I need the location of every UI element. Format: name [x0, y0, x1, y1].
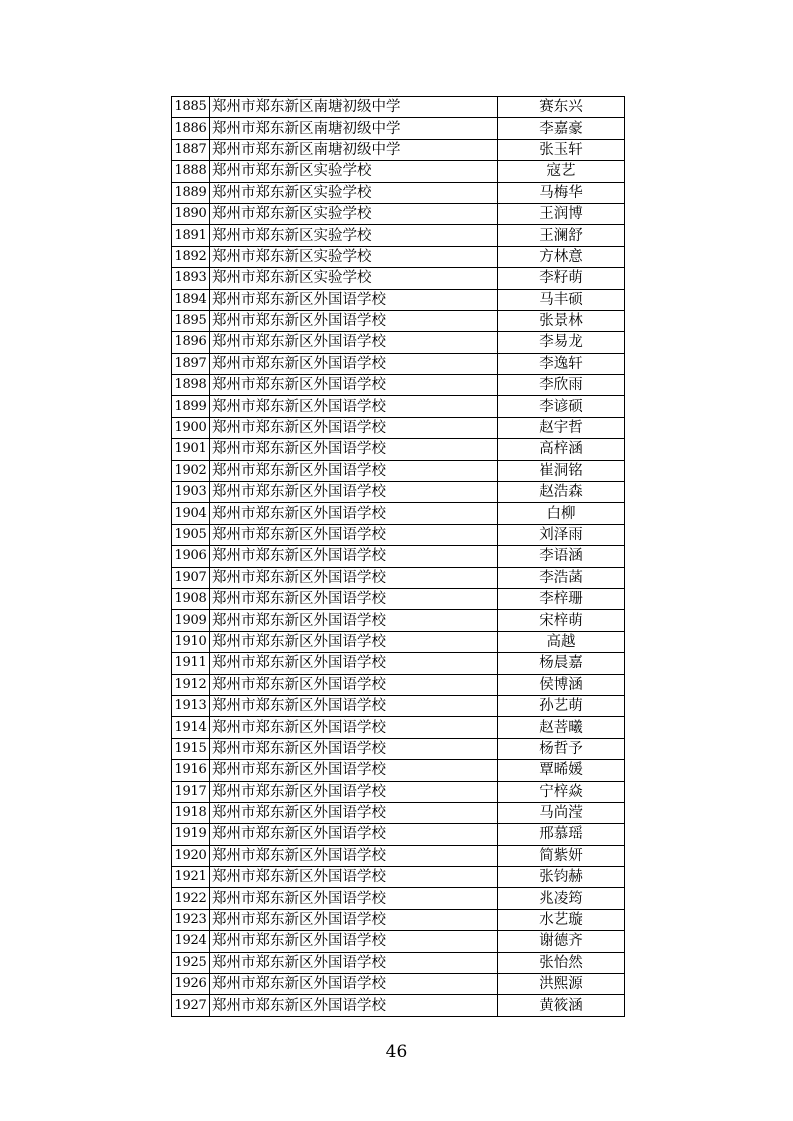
student-name-cell: 张钧赫 — [498, 867, 625, 888]
table-row — [172, 225, 625, 246]
row-number-cell: 1920 — [172, 845, 210, 866]
school-cell: 郑州市郑东新区外国语学校 — [210, 567, 498, 588]
student-name-cell: 王润博 — [498, 203, 625, 224]
school-cell: 郑州市郑东新区外国语学校 — [210, 546, 498, 567]
student-name-cell: 李籽萌 — [498, 268, 625, 289]
school-cell: 郑州市郑东新区外国语学校 — [210, 353, 498, 374]
table-row — [172, 695, 625, 716]
row-number-cell: 1906 — [172, 546, 210, 567]
table-row — [172, 717, 625, 738]
student-name-cell: 李梓珊 — [498, 588, 625, 609]
table-row — [172, 845, 625, 866]
school-cell: 郑州市郑东新区外国语学校 — [210, 802, 498, 823]
student-name-cell: 洪熙源 — [498, 974, 625, 995]
row-number-cell: 1908 — [172, 588, 210, 609]
student-name-cell: 宁梓焱 — [498, 781, 625, 802]
table-row — [172, 439, 625, 460]
row-number-cell: 1914 — [172, 717, 210, 738]
school-cell: 郑州市郑东新区外国语学校 — [210, 867, 498, 888]
table-row — [172, 867, 625, 888]
row-number-cell: 1893 — [172, 268, 210, 289]
school-cell: 郑州市郑东新区外国语学校 — [210, 310, 498, 331]
student-name-cell: 高越 — [498, 631, 625, 652]
student-name-cell: 兆凌筠 — [498, 888, 625, 909]
student-name-cell: 黄筱涵 — [498, 995, 625, 1016]
row-number-cell: 1909 — [172, 610, 210, 631]
student-name-cell: 高梓涵 — [498, 439, 625, 460]
school-cell: 郑州市郑东新区外国语学校 — [210, 289, 498, 310]
table-row — [172, 182, 625, 203]
student-name-cell: 赵宇哲 — [498, 417, 625, 438]
table-row — [172, 909, 625, 930]
row-number-cell: 1912 — [172, 674, 210, 695]
student-name-cell: 寇艺 — [498, 161, 625, 182]
school-cell: 郑州市郑东新区南塘初级中学 — [210, 118, 498, 139]
school-cell: 郑州市郑东新区外国语学校 — [210, 631, 498, 652]
student-name-cell: 赵菩曦 — [498, 717, 625, 738]
table-row — [172, 310, 625, 331]
school-cell: 郑州市郑东新区外国语学校 — [210, 439, 498, 460]
table-row — [172, 97, 625, 118]
table-row — [172, 674, 625, 695]
roster-table-body — [172, 97, 625, 1017]
table-row — [172, 974, 625, 995]
table-row — [172, 995, 625, 1016]
student-name-cell: 李易龙 — [498, 332, 625, 353]
school-cell: 郑州市郑东新区外国语学校 — [210, 396, 498, 417]
row-number-cell: 1926 — [172, 974, 210, 995]
student-name-cell: 简紫妍 — [498, 845, 625, 866]
row-number-cell: 1891 — [172, 225, 210, 246]
school-cell: 郑州市郑东新区外国语学校 — [210, 974, 498, 995]
roster-table — [171, 96, 625, 1017]
row-number-cell: 1916 — [172, 760, 210, 781]
row-number-cell: 1910 — [172, 631, 210, 652]
school-cell: 郑州市郑东新区外国语学校 — [210, 824, 498, 845]
student-name-cell: 李语涵 — [498, 546, 625, 567]
table-row — [172, 139, 625, 160]
table-row — [172, 353, 625, 374]
school-cell: 郑州市郑东新区外国语学校 — [210, 503, 498, 524]
table-row — [172, 546, 625, 567]
school-cell: 郑州市郑东新区外国语学校 — [210, 952, 498, 973]
school-cell: 郑州市郑东新区实验学校 — [210, 225, 498, 246]
table-row — [172, 781, 625, 802]
table-row — [172, 482, 625, 503]
school-cell: 郑州市郑东新区外国语学校 — [210, 888, 498, 909]
page-number: 46 — [385, 1042, 408, 1062]
row-number-cell: 1927 — [172, 995, 210, 1016]
table-row — [172, 653, 625, 674]
school-cell: 郑州市郑东新区外国语学校 — [210, 995, 498, 1016]
row-number-cell: 1895 — [172, 310, 210, 331]
school-cell: 郑州市郑东新区外国语学校 — [210, 332, 498, 353]
row-number-cell: 1905 — [172, 524, 210, 545]
row-number-cell: 1898 — [172, 375, 210, 396]
school-cell: 郑州市郑东新区外国语学校 — [210, 610, 498, 631]
student-name-cell: 方林意 — [498, 246, 625, 267]
student-name-cell: 孙艺萌 — [498, 695, 625, 716]
table-row — [172, 161, 625, 182]
student-name-cell: 宋梓萌 — [498, 610, 625, 631]
table-row — [172, 375, 625, 396]
row-number-cell: 1913 — [172, 695, 210, 716]
student-name-cell: 李逸轩 — [498, 353, 625, 374]
table-row — [172, 760, 625, 781]
row-number-cell: 1899 — [172, 396, 210, 417]
student-name-cell: 覃晞媛 — [498, 760, 625, 781]
student-name-cell: 李嘉豪 — [498, 118, 625, 139]
student-name-cell: 赛东兴 — [498, 97, 625, 118]
table-row — [172, 952, 625, 973]
student-name-cell: 李欣雨 — [498, 375, 625, 396]
row-number-cell: 1919 — [172, 824, 210, 845]
row-number-cell: 1917 — [172, 781, 210, 802]
row-number-cell: 1902 — [172, 460, 210, 481]
row-number-cell: 1886 — [172, 118, 210, 139]
school-cell: 郑州市郑东新区外国语学校 — [210, 674, 498, 695]
school-cell: 郑州市郑东新区外国语学校 — [210, 375, 498, 396]
student-name-cell: 杨哲予 — [498, 738, 625, 759]
table-row — [172, 888, 625, 909]
school-cell: 郑州市郑东新区外国语学校 — [210, 482, 498, 503]
row-number-cell: 1885 — [172, 97, 210, 118]
row-number-cell: 1923 — [172, 909, 210, 930]
table-row — [172, 824, 625, 845]
student-name-cell: 王澜舒 — [498, 225, 625, 246]
table-row — [172, 567, 625, 588]
row-number-cell: 1911 — [172, 653, 210, 674]
row-number-cell: 1901 — [172, 439, 210, 460]
school-cell: 郑州市郑东新区外国语学校 — [210, 909, 498, 930]
table-row — [172, 460, 625, 481]
school-cell: 郑州市郑东新区外国语学校 — [210, 845, 498, 866]
student-name-cell: 李谚硕 — [498, 396, 625, 417]
school-cell: 郑州市郑东新区外国语学校 — [210, 781, 498, 802]
school-cell: 郑州市郑东新区外国语学校 — [210, 931, 498, 952]
row-number-cell: 1903 — [172, 482, 210, 503]
school-cell: 郑州市郑东新区实验学校 — [210, 161, 498, 182]
student-name-cell: 张怡然 — [498, 952, 625, 973]
student-name-cell: 马梅华 — [498, 182, 625, 203]
student-name-cell: 白柳 — [498, 503, 625, 524]
row-number-cell: 1918 — [172, 802, 210, 823]
student-name-cell: 赵浩森 — [498, 482, 625, 503]
school-cell: 郑州市郑东新区南塘初级中学 — [210, 97, 498, 118]
school-cell: 郑州市郑东新区外国语学校 — [210, 460, 498, 481]
student-name-cell: 侯博涵 — [498, 674, 625, 695]
row-number-cell: 1888 — [172, 161, 210, 182]
table-row — [172, 631, 625, 652]
school-cell: 郑州市郑东新区实验学校 — [210, 203, 498, 224]
school-cell: 郑州市郑东新区外国语学校 — [210, 760, 498, 781]
student-name-cell: 马尚滢 — [498, 802, 625, 823]
row-number-cell: 1924 — [172, 931, 210, 952]
table-row — [172, 503, 625, 524]
table-row — [172, 931, 625, 952]
student-name-cell: 杨晨嘉 — [498, 653, 625, 674]
school-cell: 郑州市郑东新区外国语学校 — [210, 524, 498, 545]
school-cell: 郑州市郑东新区外国语学校 — [210, 417, 498, 438]
table-row — [172, 268, 625, 289]
student-name-cell: 张景林 — [498, 310, 625, 331]
table-row — [172, 417, 625, 438]
school-cell: 郑州市郑东新区实验学校 — [210, 182, 498, 203]
student-name-cell: 李浩菡 — [498, 567, 625, 588]
table-row — [172, 246, 625, 267]
row-number-cell: 1890 — [172, 203, 210, 224]
school-cell: 郑州市郑东新区外国语学校 — [210, 588, 498, 609]
row-number-cell: 1894 — [172, 289, 210, 310]
table-row — [172, 332, 625, 353]
student-name-cell: 谢德齐 — [498, 931, 625, 952]
row-number-cell: 1896 — [172, 332, 210, 353]
row-number-cell: 1907 — [172, 567, 210, 588]
school-cell: 郑州市郑东新区外国语学校 — [210, 653, 498, 674]
school-cell: 郑州市郑东新区外国语学校 — [210, 717, 498, 738]
student-name-cell: 马丰硕 — [498, 289, 625, 310]
student-name-cell: 张玉轩 — [498, 139, 625, 160]
school-cell: 郑州市郑东新区外国语学校 — [210, 738, 498, 759]
table-row — [172, 289, 625, 310]
student-name-cell: 水艺璇 — [498, 909, 625, 930]
table-row — [172, 610, 625, 631]
student-name-cell: 刘泽雨 — [498, 524, 625, 545]
school-cell: 郑州市郑东新区南塘初级中学 — [210, 139, 498, 160]
table-row — [172, 396, 625, 417]
row-number-cell: 1897 — [172, 353, 210, 374]
row-number-cell: 1900 — [172, 417, 210, 438]
table-row — [172, 203, 625, 224]
school-cell: 郑州市郑东新区实验学校 — [210, 268, 498, 289]
student-name-cell: 邢慕瑶 — [498, 824, 625, 845]
table-row — [172, 118, 625, 139]
row-number-cell: 1925 — [172, 952, 210, 973]
row-number-cell: 1921 — [172, 867, 210, 888]
table-row — [172, 524, 625, 545]
table-row — [172, 588, 625, 609]
row-number-cell: 1922 — [172, 888, 210, 909]
school-cell: 郑州市郑东新区外国语学校 — [210, 695, 498, 716]
row-number-cell: 1889 — [172, 182, 210, 203]
table-row — [172, 738, 625, 759]
school-cell: 郑州市郑东新区实验学校 — [210, 246, 498, 267]
student-name-cell: 崔洞铭 — [498, 460, 625, 481]
row-number-cell: 1904 — [172, 503, 210, 524]
table-row — [172, 802, 625, 823]
row-number-cell: 1887 — [172, 139, 210, 160]
row-number-cell: 1892 — [172, 246, 210, 267]
row-number-cell: 1915 — [172, 738, 210, 759]
